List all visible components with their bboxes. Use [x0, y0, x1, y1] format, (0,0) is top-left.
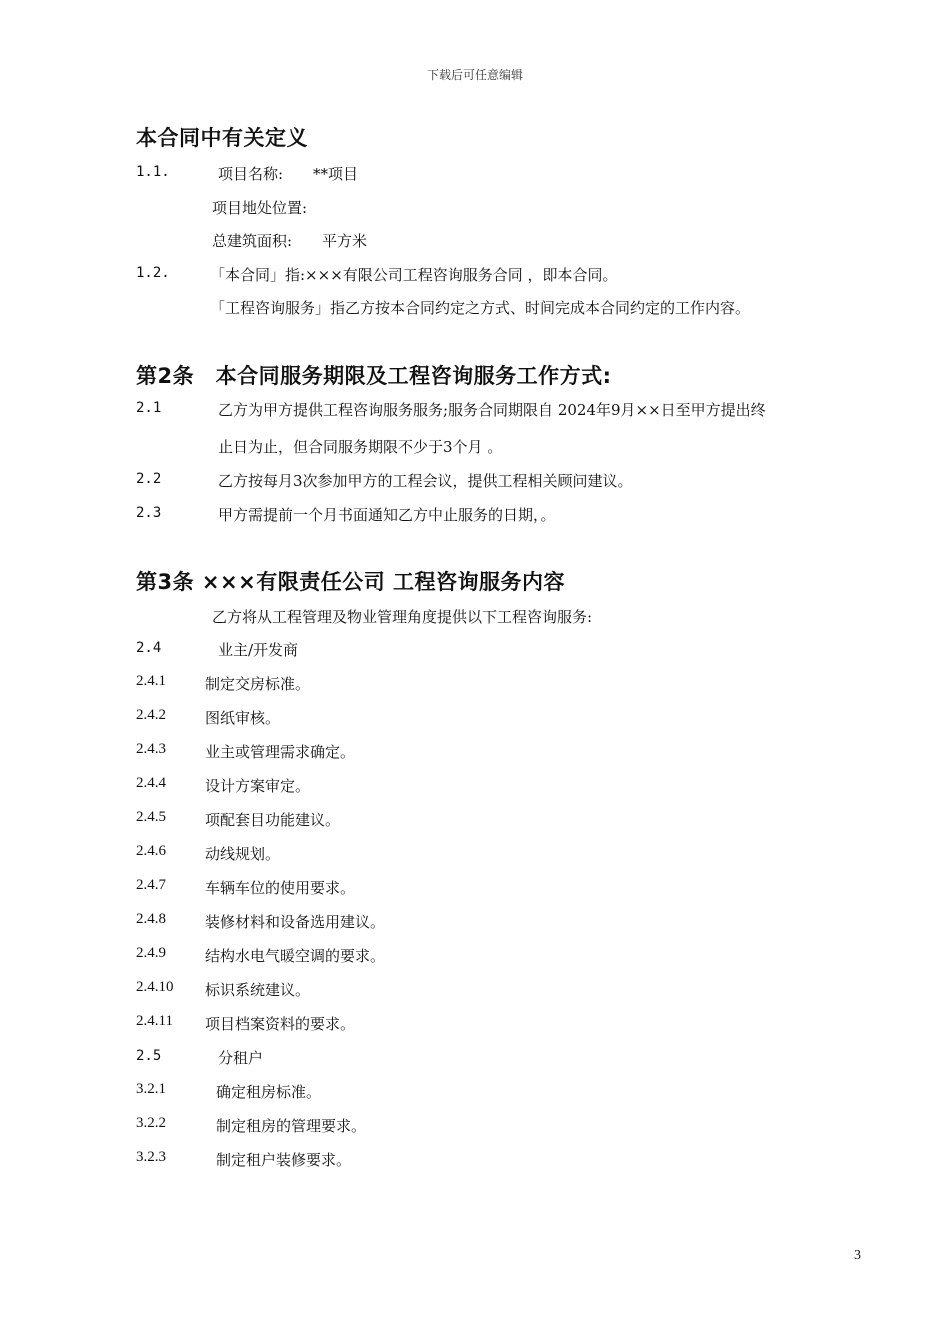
total-area-line: 总建筑面积: 平方米 [212, 232, 368, 250]
list-item-number: 2.4.3 [136, 741, 166, 757]
list-item: 结构水电气暖空调的要求。 [205, 947, 386, 965]
list-item: 项配套目功能建议。 [205, 811, 341, 829]
section-2-title: 第2条 本合同服务期限及工程咨询服务工作方式: [136, 364, 612, 388]
list-item-number: 2.4.7 [136, 877, 166, 893]
clause-number: 2.3 [136, 505, 162, 521]
list-item-number: 3.2.2 [136, 1115, 166, 1131]
section-3-title: 第3条 ×××有限责任公司 工程咨询服务内容 [136, 570, 566, 594]
list-item-number: 2.4.8 [136, 911, 166, 927]
clause-2-4-text: 业主/开发商 [218, 641, 299, 659]
list-item-number: 3.2.1 [136, 1081, 166, 1097]
list-item: 制定租房的管理要求。 [216, 1117, 367, 1135]
list-item-number: 2.4.10 [136, 979, 174, 995]
list-item: 设计方案审定。 [205, 777, 311, 795]
list-item-number: 2.4.5 [136, 809, 166, 825]
clause-number: 2.5 [136, 1048, 162, 1064]
clause-number: 1.1. [136, 164, 170, 180]
list-item-number: 2.4.11 [136, 1013, 173, 1029]
page-number: 3 [854, 1248, 861, 1263]
clause-number: 2.2 [136, 471, 162, 487]
list-item: 制定租户装修要求。 [216, 1151, 352, 1169]
project-location-line: 项目地处位置: [212, 199, 308, 217]
list-item-number: 2.4.4 [136, 775, 166, 791]
section-3-intro: 乙方将从工程管理及物业管理角度提供以下工程咨询服务: [212, 608, 593, 626]
clause-2-1-line-1: 乙方为甲方提供工程咨询服务服务;服务合同期限自 2024年9月××日至甲方提出终 [218, 401, 766, 419]
list-item: 项目档案资料的要求。 [205, 1015, 356, 1033]
project-name-line: 项目名称: **项目 [218, 165, 359, 183]
list-item: 制定交房标准。 [205, 675, 311, 693]
definition-contract: 「本合同」指:×××有限公司工程咨询服务合同 ，即本合同。 [210, 266, 618, 284]
list-item-number: 3.2.3 [136, 1149, 166, 1165]
section-1-title: 本合同中有关定义 [136, 126, 308, 150]
clause-2-5-text: 分租户 [218, 1049, 264, 1067]
list-item-number: 2.4.9 [136, 945, 166, 961]
page-header: 下载后可任意编辑 [426, 68, 523, 82]
list-item: 确定租房标准。 [216, 1083, 322, 1101]
clause-number: 2.1 [136, 400, 162, 416]
list-item: 标识系统建议。 [205, 981, 311, 999]
list-item: 装修材料和设备选用建议。 [205, 913, 386, 931]
clause-number: 2.4 [136, 640, 162, 656]
list-item-number: 2.4.1 [136, 673, 166, 689]
list-item: 业主或管理需求确定。 [205, 743, 356, 761]
clause-number: 1.2. [136, 265, 170, 281]
clause-2-3-text: 甲方需提前一个月书面通知乙方中止服务的日期，。 [218, 506, 556, 524]
list-item: 图纸审核。 [205, 709, 281, 727]
clause-2-2-text: 乙方按每月3次参加甲方的工程会议，提供工程相关顾问建议。 [218, 472, 633, 490]
definition-service: 「工程咨询服务」指乙方按本合同约定之方式、时间完成本合同约定的工作内容。 [210, 299, 751, 317]
list-item: 动线规划。 [205, 845, 281, 863]
list-item: 车辆车位的使用要求。 [205, 879, 356, 897]
list-item-number: 2.4.2 [136, 707, 166, 723]
clause-2-1-line-2: 止日为止，但合同服务期限不少于3个月 。 [218, 438, 503, 456]
list-item-number: 2.4.6 [136, 843, 166, 859]
